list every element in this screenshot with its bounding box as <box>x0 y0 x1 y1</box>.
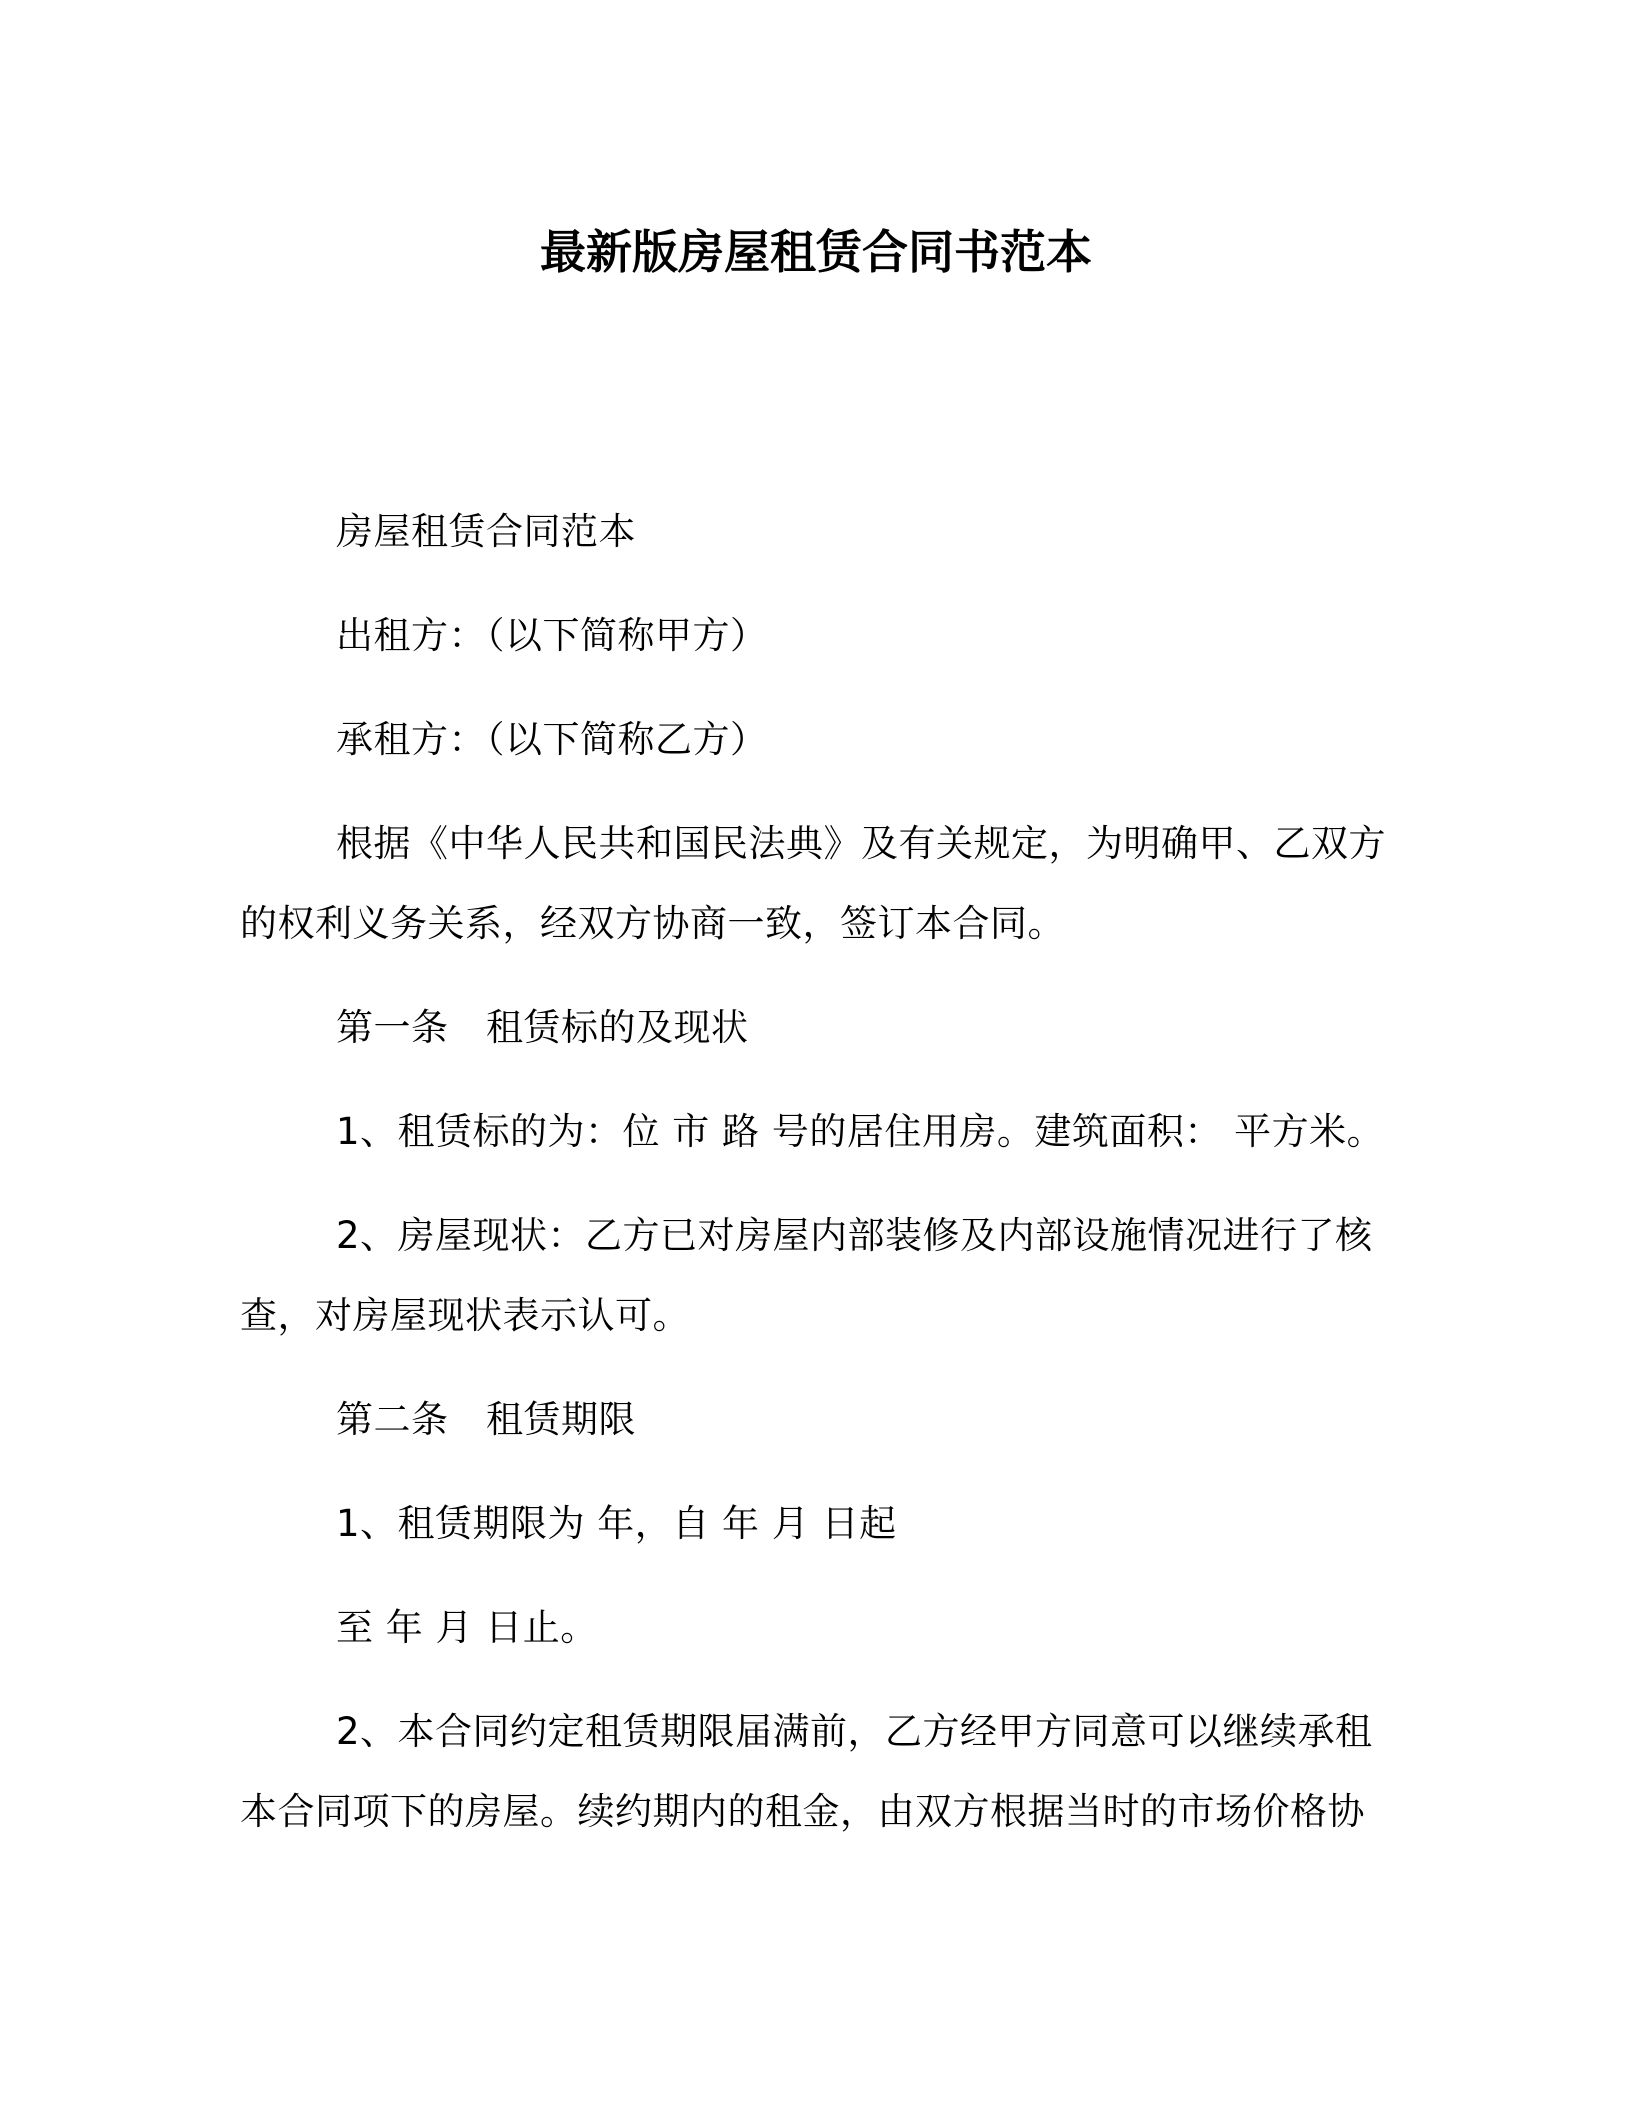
article-2-heading: 第二条 租赁期限 <box>336 1398 636 1441</box>
document-title: 最新版房屋租赁合同书范本 <box>540 225 1092 279</box>
article-2-item-1: 1、租赁期限为 年，自 年 月 日起 <box>336 1502 897 1545</box>
paragraph-subtitle: 房屋租赁合同范本 <box>336 510 636 553</box>
article-1-item-2: 2、房屋现状：乙方已对房屋内部装修及内部设施情况进行了核查，对房屋现状表示认可。 <box>240 1214 1373 1337</box>
article-1-item-1: 1、租赁标的为：位 市 路 号的居住用房。建筑面积： 平方米。 <box>336 1110 1385 1153</box>
article-2-item-2: 2、本合同约定租赁期限届满前，乙方经甲方同意可以继续承租本合同项下的房屋。续约期内的租金，由双方根据当时的市场价格协 <box>240 1710 1373 1833</box>
document-body <box>240 492 1390 1852</box>
paragraph-lessee: 承租方：（以下简称乙方） <box>336 718 768 761</box>
paragraph-preamble: 根据《中华人民共和国民法典》及有关规定，为明确甲、乙双方的权利义务关系，经双方协商一致，签订本合同。 <box>240 822 1386 945</box>
paragraph-lessor: 出租方：（以下简称甲方） <box>336 614 768 657</box>
article-2-item-1-continued: 至 年 月 日止。 <box>336 1606 598 1649</box>
article-1-heading: 第一条 租赁标的及现状 <box>336 1006 749 1049</box>
